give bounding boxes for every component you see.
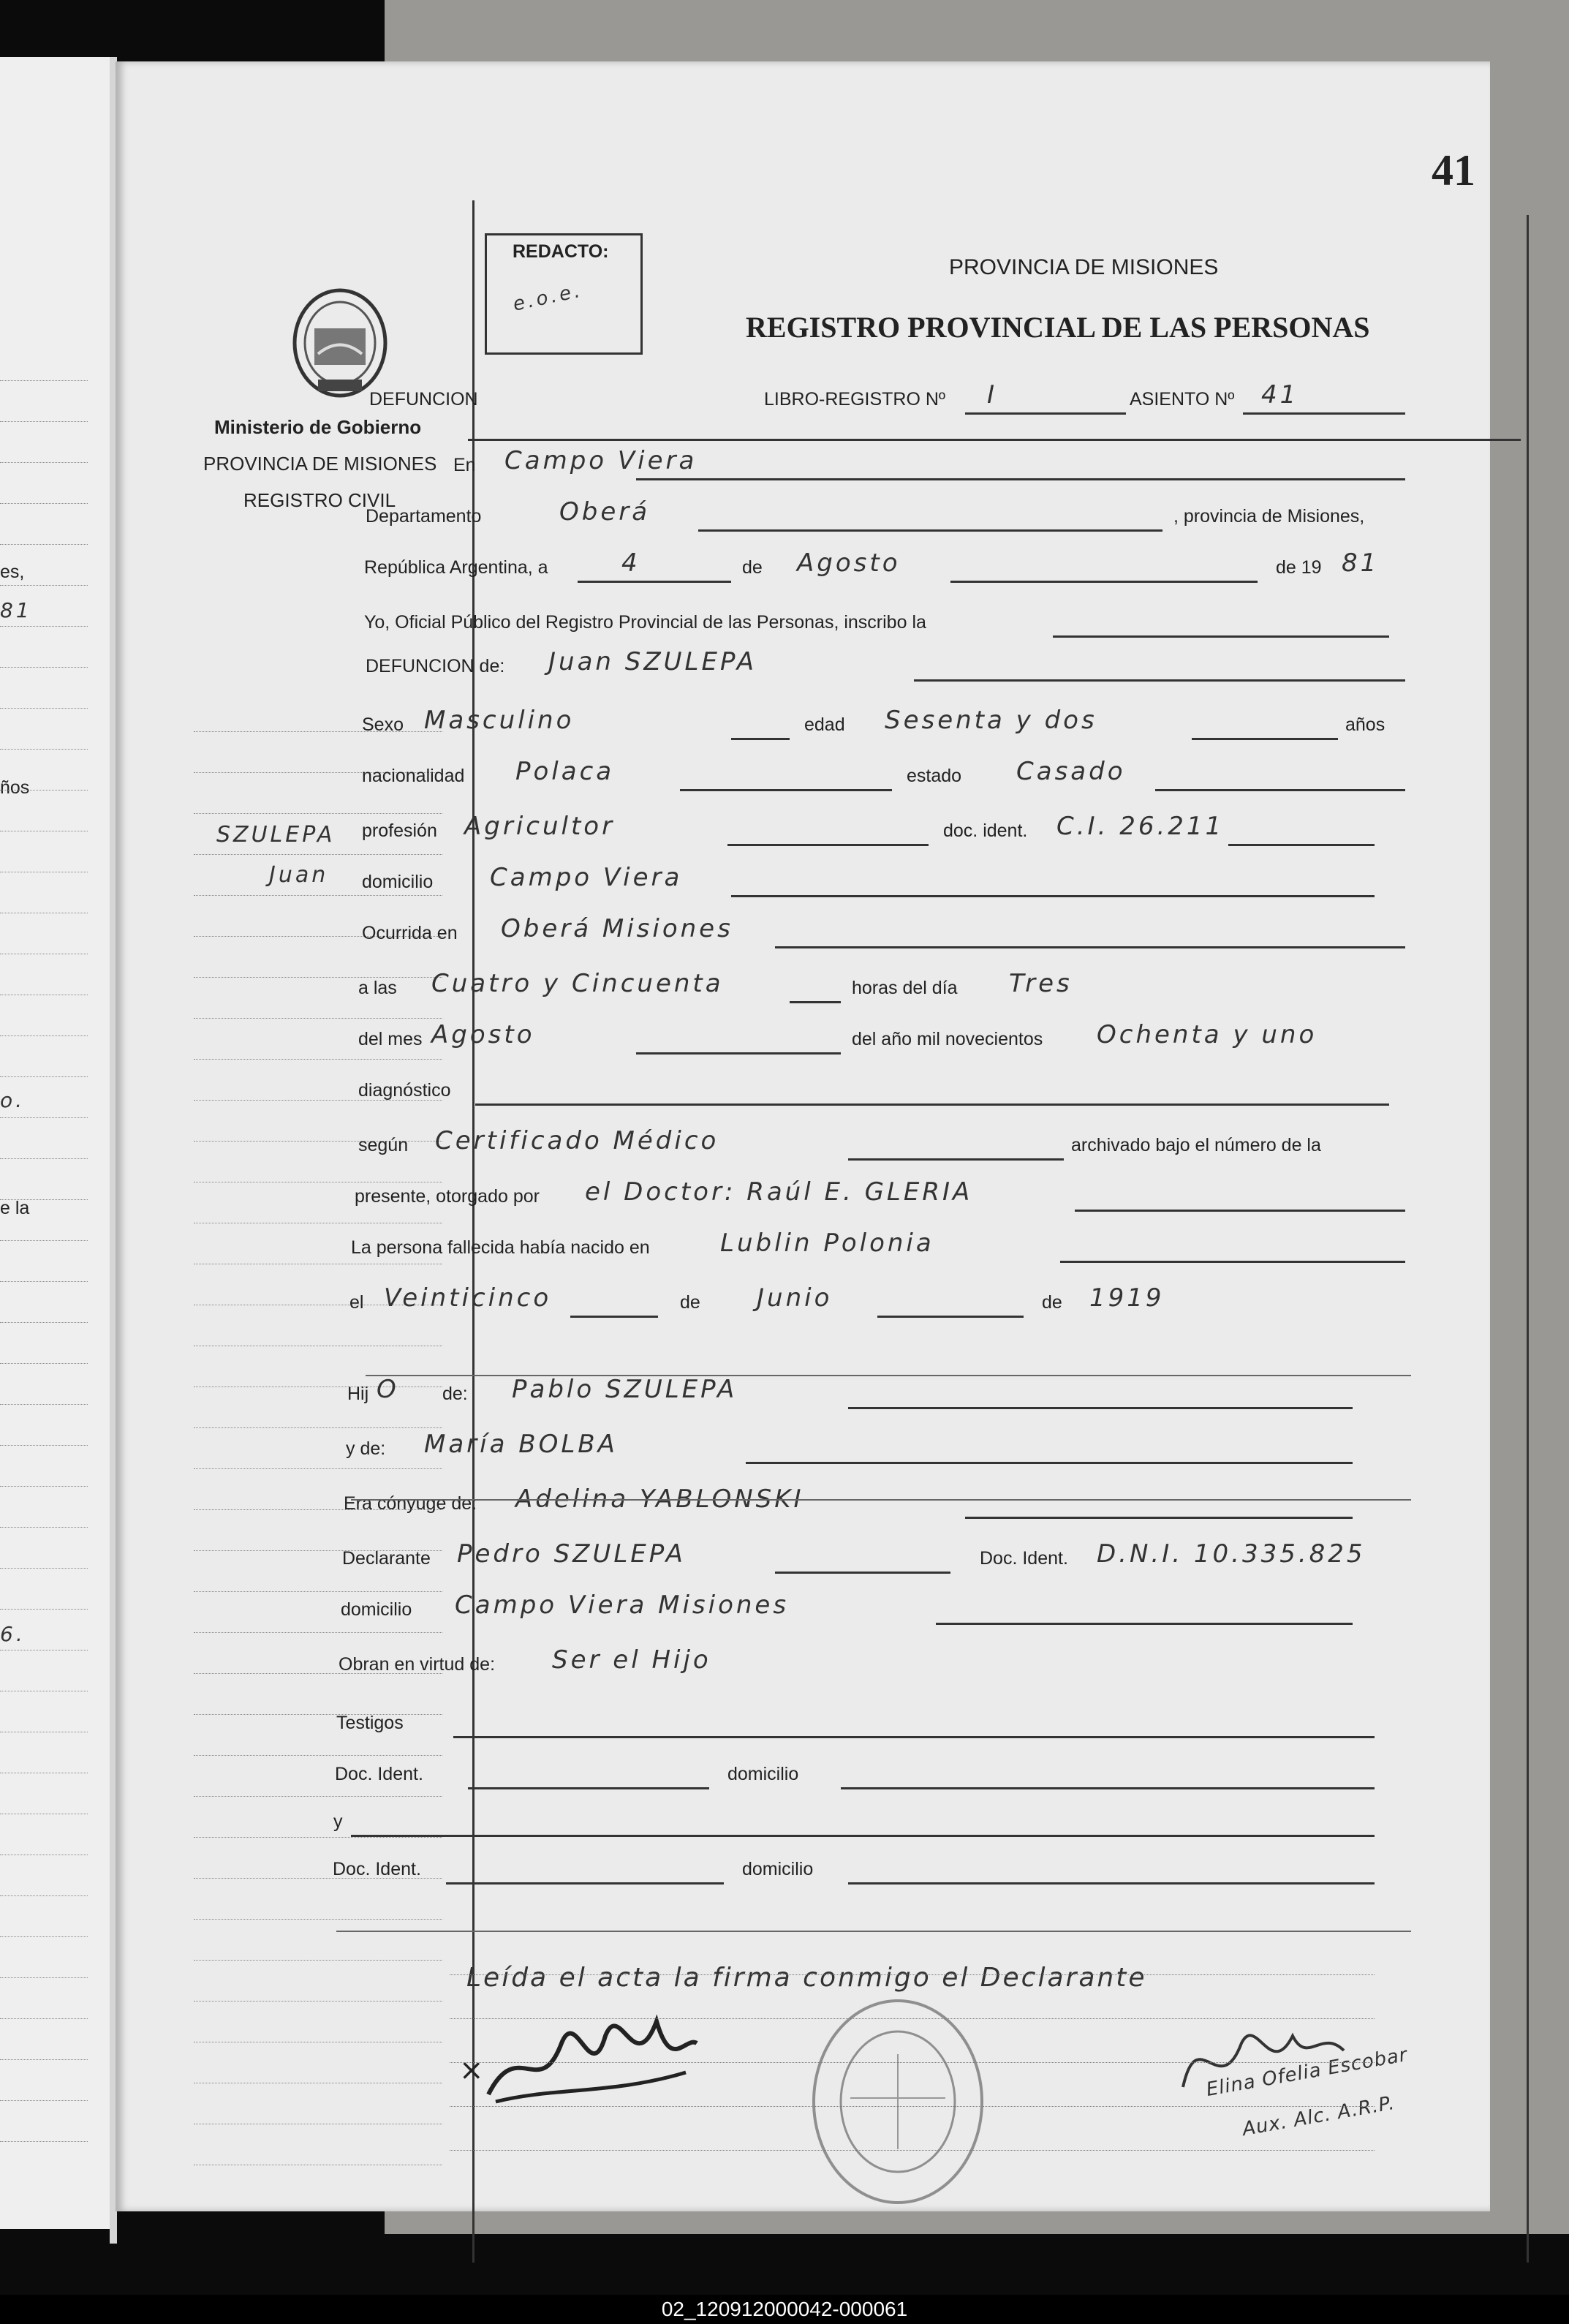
nacionalidad-value: Polaca (515, 757, 615, 786)
form-underline (731, 738, 790, 740)
prev-text: o. (0, 1088, 26, 1112)
declarant-signature (452, 1992, 700, 2116)
prev-ruled-line (0, 1936, 88, 1937)
mes-label: del mes (358, 1029, 423, 1049)
form-underline (965, 1517, 1353, 1519)
prev-text: e la (0, 1198, 30, 1218)
register-page (116, 61, 1490, 2211)
form-underline (775, 1572, 950, 1574)
prev-ruled-line (0, 1076, 88, 1077)
margin-ruled-line (194, 1632, 442, 1633)
conyuge-value: Adelina YABLONSKI (515, 1484, 804, 1514)
prev-ruled-line (0, 503, 88, 504)
profesion-value: Agricultor (464, 812, 616, 841)
mes-value: Agosto (431, 1020, 535, 1049)
official-name: Elina Ofelia Escobar (1204, 2043, 1410, 2102)
header-rule (468, 439, 1521, 441)
doc-ident-value: C.I. 26.211 (1056, 812, 1225, 841)
prev-ruled-line (0, 1322, 88, 1323)
anomil-label: del año mil novecientos (852, 1029, 1043, 1049)
archivado-label: archivado bajo el número de la (1071, 1135, 1321, 1155)
defuncion-label: DEFUNCION (369, 389, 478, 410)
form-underline (936, 1623, 1353, 1625)
prev-ruled-line (0, 1486, 88, 1487)
form-underline (578, 581, 731, 583)
obran-label: Obran en virtud de: (339, 1654, 496, 1675)
year-value: 81 (1342, 548, 1380, 578)
en-value: Campo Viera (504, 446, 697, 475)
prev-ruled-line (0, 1527, 88, 1528)
form-underline (1155, 789, 1405, 791)
defuncion-de-value: Juan SZULEPA (548, 647, 757, 676)
prev-ruled-line (0, 1363, 88, 1364)
domicilio3-label: domicilio (727, 1764, 799, 1784)
closing-statement: Leída el acta la firma conmigo el Declarante (466, 1963, 1147, 1993)
margin-ruled-line (194, 895, 442, 896)
republica-month: Agosto (797, 548, 901, 578)
republica-label: República Argentina, a (364, 557, 548, 578)
blank-ruled-line (450, 2018, 1375, 2019)
province-header: PROVINCIA DE MISIONES (949, 255, 1219, 279)
form-underline (790, 1001, 841, 1003)
domicilio-label: domicilio (362, 872, 434, 892)
asiento-value: 41 (1261, 380, 1299, 410)
oficial-statement: Yo, Oficial Público del Registro Provincial de las Personas, inscribo la (364, 612, 926, 633)
svg-text:×: × (459, 2053, 484, 2087)
year-label: de 19 (1276, 557, 1322, 578)
libro-label: LIBRO-REGISTRO Nº (764, 389, 946, 410)
de3-label: de (1042, 1292, 1062, 1313)
hij-suffix: O (377, 1375, 399, 1404)
margin-ruled-line (194, 813, 442, 814)
prev-ruled-line (0, 462, 88, 463)
estado-label: estado (907, 766, 962, 786)
estado-value: Casado (1016, 757, 1126, 786)
prev-ruled-line (0, 2059, 88, 2060)
domicilio2-value: Campo Viera Misiones (455, 1591, 790, 1620)
form-underline (950, 581, 1258, 583)
declarante-value: Pedro SZULEPA (457, 1539, 686, 1569)
de2-value: Junio (757, 1283, 833, 1313)
form-underline (841, 1787, 1375, 1789)
prev-text: es, (0, 562, 25, 582)
defuncion-de-label: DEFUNCION de: (366, 656, 505, 676)
el-label: el (349, 1292, 364, 1313)
prev-ruled-line (0, 1158, 88, 1159)
margin-ruled-line (194, 2001, 442, 2002)
prev-ruled-line (0, 708, 88, 709)
domicilio2-label: domicilio (341, 1599, 412, 1620)
form-underline (475, 1103, 1389, 1106)
departamento-value: Oberá (559, 497, 651, 527)
redacto-label: REDACTO: (513, 241, 609, 262)
prev-ruled-line (0, 790, 88, 791)
prev-ruled-line (0, 585, 88, 586)
testigos-label: Testigos (336, 1713, 404, 1733)
obran-value: Ser el Hijo (552, 1645, 711, 1675)
margin-ruled-line (194, 731, 442, 732)
prev-ruled-line (0, 1568, 88, 1569)
official-title: Aux. Alc. A.R.P. (1241, 2091, 1397, 2141)
prev-text: ños (0, 777, 30, 798)
form-underline (848, 1158, 1064, 1161)
form-underline (468, 1787, 709, 1789)
segun-value: Certificado Médico (435, 1126, 719, 1155)
form-underline (877, 1316, 1024, 1318)
coat-of-arms-emblem (285, 284, 395, 401)
prev-ruled-line (0, 1609, 88, 1610)
prev-ruled-line (0, 544, 88, 545)
margin-ruled-line (194, 1755, 442, 1756)
prev-ruled-line (0, 2018, 88, 2019)
prev-ruled-line (0, 1445, 88, 1446)
prev-ruled-line (0, 1281, 88, 1282)
doc1-label: Doc. Ident. (335, 1764, 423, 1784)
form-underline (727, 844, 929, 846)
form-underline (746, 1462, 1353, 1464)
form-underline (848, 1407, 1353, 1409)
nacionalidad-label: nacionalidad (362, 766, 465, 786)
anomil-value: Ochenta y uno (1097, 1020, 1317, 1049)
republica-day: 4 (621, 548, 640, 578)
presente-label: presente, otorgado por (355, 1186, 540, 1207)
form-underline (775, 946, 1405, 948)
margin-ruled-line (194, 1714, 442, 1715)
diagnostico-label: diagnóstico (358, 1080, 451, 1101)
anos-label: años (1345, 714, 1385, 735)
margin-given-name: Juan (269, 862, 329, 888)
provincia-label: , provincia de Misiones, (1173, 506, 1365, 527)
prev-text: 6. (0, 1622, 26, 1646)
hij-label: Hij (347, 1384, 369, 1404)
form-underline (848, 1882, 1375, 1885)
form-underline (1060, 1261, 1405, 1263)
form-underline (351, 1835, 1375, 1837)
prev-ruled-line (0, 749, 88, 750)
sidebar-province: PROVINCIA DE MISIONES (203, 453, 437, 475)
segun-label: según (358, 1135, 409, 1155)
profesion-label: profesión (362, 820, 437, 841)
form-underline (1075, 1210, 1405, 1212)
el-value: Veinticinco (384, 1283, 552, 1313)
form-underline (636, 1052, 841, 1055)
prev-text: 81 (0, 598, 32, 622)
margin-ruled-line (194, 854, 442, 855)
nacido-value: Lublin Polonia (720, 1229, 934, 1258)
blank-ruled-line (450, 2062, 1375, 2063)
nacido-label: La persona fallecida había nacido en (351, 1237, 650, 1258)
form-underline (1243, 412, 1405, 415)
margin-ruled-line (194, 1059, 442, 1060)
official-signature (1154, 1999, 1410, 2160)
prev-ruled-line (0, 1035, 88, 1036)
prev-ruled-line (0, 626, 88, 627)
a-las-value: Cuatro y Cincuenta (431, 969, 724, 998)
section-separator (336, 1931, 1411, 1932)
official-seal-stamp (806, 1996, 989, 2208)
y-de-value: María BOLBA (424, 1430, 618, 1459)
form-underline (731, 895, 1375, 897)
prev-ruled-line (0, 2141, 88, 2142)
prev-ruled-line (0, 1240, 88, 1241)
de-label: de (742, 557, 763, 578)
form-underline (636, 478, 1405, 480)
page-number: 41 (1432, 146, 1475, 195)
margin-ruled-line (194, 1796, 442, 1797)
form-underline (1228, 844, 1375, 846)
horas-label: horas del día (852, 978, 958, 998)
margin-ruled-line (194, 1591, 442, 1592)
civil-registry-label: REGISTRO CIVIL (243, 489, 396, 511)
doc2-label: Doc. Ident. (333, 1859, 421, 1879)
hij-de-label: de: (442, 1384, 468, 1404)
prev-ruled-line (0, 1977, 88, 1978)
image-caption: 02_120912000042-000061 (0, 2295, 1569, 2324)
blank-ruled-line (450, 1974, 1375, 1975)
margin-ruled-line (194, 1837, 442, 1838)
registry-title: REGISTRO PROVINCIAL DE LAS PERSONAS (746, 311, 1370, 344)
doc-ident-label: doc. ident. (943, 820, 1028, 841)
redacto-box (485, 233, 643, 355)
section-separator (351, 1499, 1411, 1501)
ocurrida-label: Ocurrida en (362, 923, 458, 943)
edad-label: edad (804, 714, 845, 735)
docid-label: Doc. Ident. (980, 1548, 1068, 1569)
asiento-label: ASIENTO Nº (1130, 389, 1235, 410)
form-underline (698, 529, 1162, 532)
form-underline (1192, 738, 1338, 740)
en-label: En (453, 455, 476, 475)
margin-ruled-line (194, 1468, 442, 1469)
prev-ruled-line (0, 421, 88, 422)
a-las-label: a las (358, 978, 397, 998)
redacto-value: e.o.e. (510, 279, 585, 316)
presente-value: el Doctor: Raúl E. GLERIA (585, 1177, 973, 1207)
y-label: y (333, 1811, 343, 1832)
libro-value: I (987, 380, 998, 410)
prev-ruled-line (0, 380, 88, 381)
de3-value: 1919 (1089, 1283, 1165, 1313)
prev-ruled-line (0, 667, 88, 668)
domicilio4-label: domicilio (742, 1859, 814, 1879)
ministry-label: Ministerio de Gobierno (214, 416, 422, 438)
blank-ruled-line (450, 2150, 1375, 2151)
de2-label: de (680, 1292, 700, 1313)
declarante-label: Declarante (342, 1548, 431, 1569)
y-de-label: y de: (346, 1438, 386, 1459)
margin-ruled-line (194, 1960, 442, 1961)
form-underline (570, 1316, 658, 1318)
sexo-value: Masculino (424, 706, 575, 735)
hij-value: Pablo SZULEPA (512, 1375, 738, 1404)
prev-ruled-line (0, 1895, 88, 1896)
prev-ruled-line (0, 1404, 88, 1405)
form-underline (965, 412, 1126, 415)
form-underline (1053, 635, 1389, 638)
dia-value: Tres (1009, 969, 1073, 998)
section-separator (366, 1375, 1411, 1376)
margin-ruled-line (194, 1018, 442, 1019)
docid-value: D.N.I. 10.335.825 (1097, 1539, 1366, 1569)
margin-ruled-line (194, 977, 442, 978)
form-underline (446, 1882, 724, 1885)
conyuge-label: Era cónyuge de: (344, 1493, 477, 1514)
sexo-label: Sexo (362, 714, 404, 735)
margin-surname: SZULEPA (216, 822, 336, 848)
previous-page (0, 57, 112, 2229)
prev-ruled-line (0, 2100, 88, 2101)
margin-ruled-line (194, 1919, 442, 1920)
domicilio-value: Campo Viera (490, 863, 683, 892)
prev-ruled-line (0, 1117, 88, 1118)
departamento-label: Departamento (366, 506, 482, 527)
vertical-rule (1527, 215, 1529, 2263)
form-underline (680, 789, 892, 791)
margin-ruled-line (194, 1427, 442, 1428)
blank-ruled-line (450, 2106, 1375, 2107)
prev-ruled-line (0, 1199, 88, 1200)
edad-value: Sesenta y dos (885, 706, 1097, 735)
form-underline (453, 1736, 1375, 1738)
form-underline (914, 679, 1405, 682)
ocurrida-value: Oberá Misiones (501, 914, 733, 943)
